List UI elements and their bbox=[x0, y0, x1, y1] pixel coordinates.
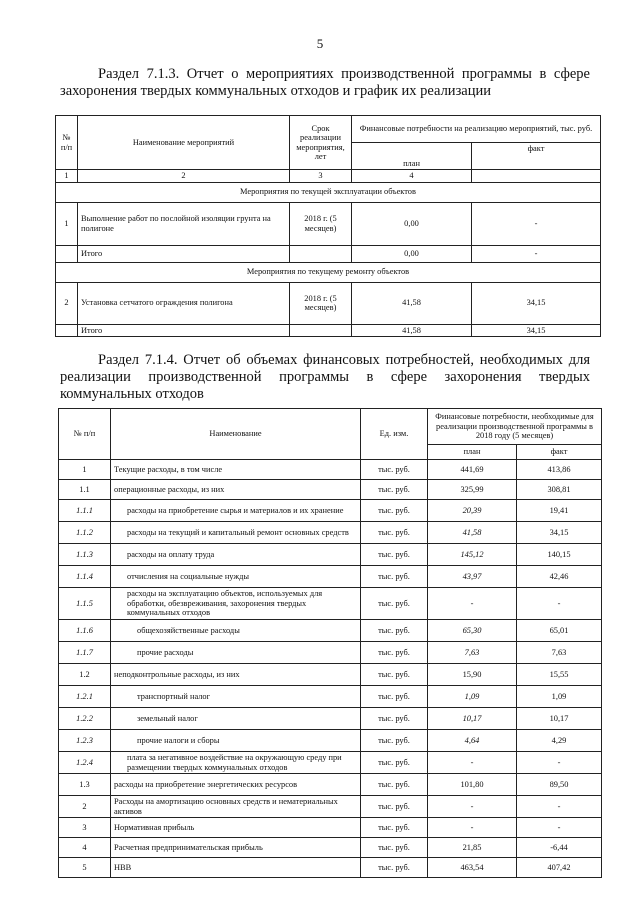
cell-name: НВВ bbox=[111, 858, 361, 878]
cell-plan: 4,64 bbox=[428, 730, 517, 752]
cell-term: 2018 г. (5 месяцев) bbox=[290, 282, 352, 324]
cell-num: 1.2 bbox=[59, 664, 111, 686]
cell-term: 2018 г. (5 месяцев) bbox=[290, 202, 352, 245]
table-row bbox=[56, 202, 601, 245]
header-fin: Финансовые потребности на реализацию мероприятий, тыс. руб. bbox=[352, 116, 601, 143]
group-title: Мероприятия по текущей эксплуатации объектов bbox=[56, 182, 601, 202]
cell-num: 1.3 bbox=[59, 774, 111, 796]
cell-name: расходы на эксплуатацию объектов, используемых для обработки, обезвреживания, захоронения твердых коммунальных отходов bbox=[111, 588, 361, 620]
cell-fact: - bbox=[472, 202, 601, 245]
cell-fact: 7,63 bbox=[517, 642, 602, 664]
cell-plan: 21,85 bbox=[428, 838, 517, 858]
cell-fact: 4,29 bbox=[517, 730, 602, 752]
cell-num: 5 bbox=[59, 858, 111, 878]
col-number: 2 bbox=[78, 170, 290, 183]
cell-plan: 41,58 bbox=[428, 522, 517, 544]
cell-name: Итого bbox=[78, 324, 290, 337]
cell-plan: 15,90 bbox=[428, 664, 517, 686]
header-plan: план bbox=[428, 445, 517, 460]
header-unit: Ед. изм. bbox=[361, 409, 428, 460]
cell-name: земельный налог bbox=[111, 708, 361, 730]
header-fact: факт bbox=[517, 445, 602, 460]
section-7-1-3-title: Раздел 7.1.3. Отчет о мероприятиях производственной программы в сфере захоронения твердых коммунальных отходов и график их реализации bbox=[60, 66, 590, 99]
cell-plan: 145,12 bbox=[428, 544, 517, 566]
cell-name: расходы на текущий и капитальный ремонт основных средств bbox=[111, 522, 361, 544]
cell-term bbox=[290, 245, 352, 262]
cell-num: 1.2.3 bbox=[59, 730, 111, 752]
cell-num: 1.1.1 bbox=[59, 500, 111, 522]
cell-plan: 441,69 bbox=[428, 460, 517, 480]
table-row bbox=[59, 544, 602, 566]
cell-name: расходы на оплату труда bbox=[111, 544, 361, 566]
table-row bbox=[59, 522, 602, 544]
cell-plan: 1,09 bbox=[428, 686, 517, 708]
cell-unit: тыс. руб. bbox=[361, 796, 428, 818]
cell-unit: тыс. руб. bbox=[361, 544, 428, 566]
cell-unit: тыс. руб. bbox=[361, 460, 428, 480]
cell-fact: 407,42 bbox=[517, 858, 602, 878]
cell-num bbox=[56, 324, 78, 337]
cell-plan: 101,80 bbox=[428, 774, 517, 796]
cell-unit: тыс. руб. bbox=[361, 500, 428, 522]
cell-plan: - bbox=[428, 588, 517, 620]
cell-num: 1.1.3 bbox=[59, 544, 111, 566]
table-row bbox=[59, 774, 602, 796]
cell-fact: 15,55 bbox=[517, 664, 602, 686]
header-name: Наименование bbox=[111, 409, 361, 460]
table-row bbox=[59, 480, 602, 500]
table-row bbox=[59, 588, 602, 620]
cell-unit: тыс. руб. bbox=[361, 664, 428, 686]
cell-num: 1.1.2 bbox=[59, 522, 111, 544]
cell-name: Расчетная предпринимательская прибыль bbox=[111, 838, 361, 858]
cell-num: 2 bbox=[59, 796, 111, 818]
cell-unit: тыс. руб. bbox=[361, 730, 428, 752]
cell-plan: 0,00 bbox=[352, 202, 472, 245]
cell-name: Текущие расходы, в том числе bbox=[111, 460, 361, 480]
cell-name: Итого bbox=[78, 245, 290, 262]
cell-num: 2 bbox=[56, 282, 78, 324]
header-term: Срок реализации мероприятия, лет bbox=[290, 116, 352, 170]
col-number: 1 bbox=[56, 170, 78, 183]
table-row bbox=[59, 686, 602, 708]
col-number: 4 bbox=[352, 170, 472, 183]
cell-name: расходы на приобретение сырья и материалов и их хранение bbox=[111, 500, 361, 522]
cell-plan: 0,00 bbox=[352, 245, 472, 262]
cell-unit: тыс. руб. bbox=[361, 752, 428, 774]
cell-name: Расходы на амортизацию основных средств и нематериальных активов bbox=[111, 796, 361, 818]
activities-table bbox=[55, 115, 601, 337]
table-row bbox=[56, 245, 601, 262]
cell-num: 1 bbox=[56, 202, 78, 245]
cell-unit: тыс. руб. bbox=[361, 566, 428, 588]
cell-num: 4 bbox=[59, 838, 111, 858]
cell-num: 3 bbox=[59, 818, 111, 838]
cell-fact: 19,41 bbox=[517, 500, 602, 522]
cell-plan: 41,58 bbox=[352, 282, 472, 324]
cell-num: 1.1 bbox=[59, 480, 111, 500]
table-row bbox=[59, 566, 602, 588]
cell-unit: тыс. руб. bbox=[361, 620, 428, 642]
cell-plan: - bbox=[428, 796, 517, 818]
cell-unit: тыс. руб. bbox=[361, 858, 428, 878]
table-row bbox=[59, 838, 602, 858]
cell-num: 1.2.4 bbox=[59, 752, 111, 774]
cell-num: 1 bbox=[59, 460, 111, 480]
cell-fact: - bbox=[517, 588, 602, 620]
page-number: 5 bbox=[316, 36, 324, 51]
cell-fact: 34,15 bbox=[472, 324, 601, 337]
cell-fact: - bbox=[517, 752, 602, 774]
table-row bbox=[56, 282, 601, 324]
cell-fact: 1,09 bbox=[517, 686, 602, 708]
cell-plan: - bbox=[428, 752, 517, 774]
cell-plan: 41,58 bbox=[352, 324, 472, 337]
cell-plan: 7,63 bbox=[428, 642, 517, 664]
cell-plan: 43,97 bbox=[428, 566, 517, 588]
cell-fact: 308,81 bbox=[517, 480, 602, 500]
table-row bbox=[59, 818, 602, 838]
cell-num bbox=[56, 245, 78, 262]
cell-num: 1.2.2 bbox=[59, 708, 111, 730]
cell-plan: 325,99 bbox=[428, 480, 517, 500]
cell-num: 1.1.7 bbox=[59, 642, 111, 664]
cell-unit: тыс. руб. bbox=[361, 686, 428, 708]
cell-num: 1.1.4 bbox=[59, 566, 111, 588]
cell-name: Нормативная прибыль bbox=[111, 818, 361, 838]
table-row bbox=[59, 730, 602, 752]
header-plan: план bbox=[352, 143, 472, 170]
cell-fact: 65,01 bbox=[517, 620, 602, 642]
cell-name: общехозяйственные расходы bbox=[111, 620, 361, 642]
cell-num: 1.1.5 bbox=[59, 588, 111, 620]
table-row bbox=[59, 708, 602, 730]
cell-unit: тыс. руб. bbox=[361, 522, 428, 544]
cell-name: неподконтрольные расходы, из них bbox=[111, 664, 361, 686]
cell-fact: 140,15 bbox=[517, 544, 602, 566]
cell-name: отчисления на социальные нужды bbox=[111, 566, 361, 588]
cell-unit: тыс. руб. bbox=[361, 642, 428, 664]
cell-unit: тыс. руб. bbox=[361, 774, 428, 796]
financial-needs-table bbox=[58, 408, 602, 878]
cell-plan: - bbox=[428, 818, 517, 838]
cell-fact: - bbox=[517, 818, 602, 838]
cell-name: прочие налоги и сборы bbox=[111, 730, 361, 752]
table-row bbox=[59, 642, 602, 664]
col-number-empty bbox=[472, 170, 601, 183]
cell-name: плата за негативное воздействие на окружающую среду при размещении твердых коммунальных отходов bbox=[111, 752, 361, 774]
cell-name: Выполнение работ по послойной изоляции грунта на полигоне bbox=[78, 202, 290, 245]
header-name: Наименование мероприятий bbox=[78, 116, 290, 170]
cell-fact: 89,50 bbox=[517, 774, 602, 796]
cell-plan: 10,17 bbox=[428, 708, 517, 730]
section-7-1-4-title: Раздел 7.1.4. Отчет об объемах финансовых потребностей, необходимых для реализации производственной программы в сфере захоронения твердых коммунальных отходов bbox=[60, 352, 590, 402]
cell-fact: 34,15 bbox=[517, 522, 602, 544]
cell-name: операционные расходы, из них bbox=[111, 480, 361, 500]
cell-fact: 34,15 bbox=[472, 282, 601, 324]
table-row bbox=[59, 752, 602, 774]
header-fact: факт bbox=[472, 143, 601, 170]
cell-plan: 463,54 bbox=[428, 858, 517, 878]
cell-plan: 20,39 bbox=[428, 500, 517, 522]
cell-name: прочие расходы bbox=[111, 642, 361, 664]
table-row bbox=[59, 858, 602, 878]
cell-fact: -6,44 bbox=[517, 838, 602, 858]
header-fin: Финансовые потребности, необходимые для реализации производственной программы в 2018 году (5 месяцев) bbox=[428, 409, 602, 445]
table-row bbox=[59, 460, 602, 480]
cell-name: транспортный налог bbox=[111, 686, 361, 708]
table-row bbox=[59, 620, 602, 642]
cell-term bbox=[290, 324, 352, 337]
group-title: Мероприятия по текущему ремонту объектов bbox=[56, 262, 601, 282]
cell-fact: - bbox=[472, 245, 601, 262]
cell-fact: 42,46 bbox=[517, 566, 602, 588]
cell-unit: тыс. руб. bbox=[361, 818, 428, 838]
table-row bbox=[56, 324, 601, 337]
col-number: 3 bbox=[290, 170, 352, 183]
header-num: № п/п bbox=[56, 116, 78, 170]
header-num: № п/п bbox=[59, 409, 111, 460]
cell-fact: 10,17 bbox=[517, 708, 602, 730]
table-row bbox=[59, 500, 602, 522]
cell-unit: тыс. руб. bbox=[361, 588, 428, 620]
table-row bbox=[59, 664, 602, 686]
cell-name: Установка сетчатого ограждения полигона bbox=[78, 282, 290, 324]
cell-fact: 413,86 bbox=[517, 460, 602, 480]
cell-num: 1.1.6 bbox=[59, 620, 111, 642]
cell-unit: тыс. руб. bbox=[361, 708, 428, 730]
cell-name: расходы на приобретение энергетических ресурсов bbox=[111, 774, 361, 796]
table-row bbox=[59, 796, 602, 818]
cell-fact: - bbox=[517, 796, 602, 818]
cell-unit: тыс. руб. bbox=[361, 480, 428, 500]
cell-plan: 65,30 bbox=[428, 620, 517, 642]
cell-num: 1.2.1 bbox=[59, 686, 111, 708]
cell-unit: тыс. руб. bbox=[361, 838, 428, 858]
